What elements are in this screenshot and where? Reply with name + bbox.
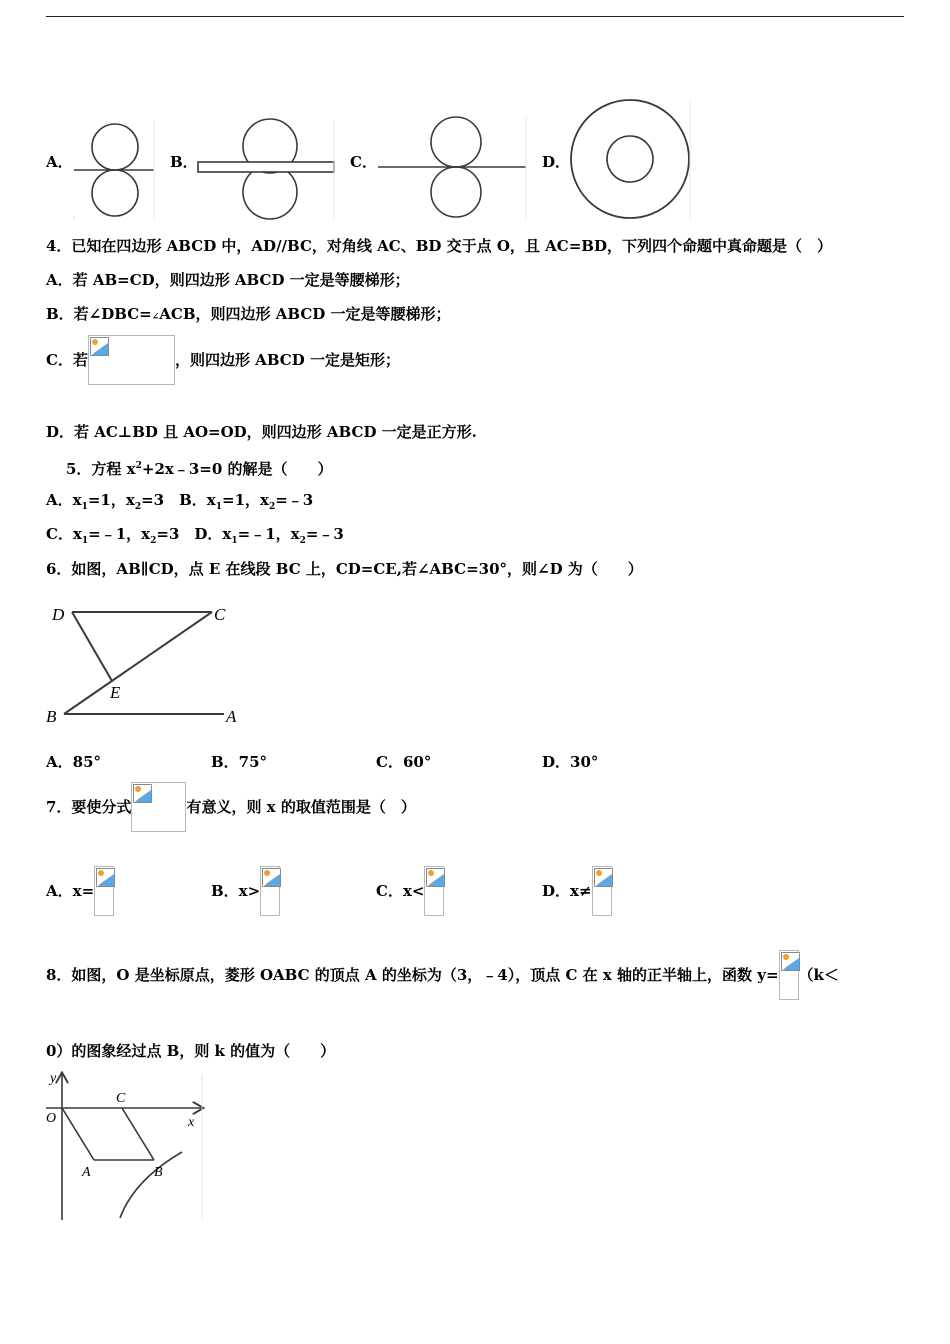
q3-option-b-label: B．	[170, 153, 198, 171]
label-x: x	[188, 1115, 195, 1130]
broken-image-icon	[424, 866, 444, 916]
q5-options-row2	[46, 524, 344, 551]
label-y: y	[50, 1071, 57, 1086]
broken-image-icon	[260, 866, 280, 916]
label-a: A	[226, 707, 237, 726]
q3-option-a-label: A．	[46, 153, 73, 171]
q5-stem	[66, 456, 333, 479]
q3-figure-d	[566, 96, 694, 222]
q3-figure-c	[376, 116, 528, 222]
q5-option-b-text: =1，x	[222, 491, 269, 509]
q7-option-a	[46, 866, 114, 916]
q5-stem-exponent: 2	[135, 461, 142, 471]
label-c: C	[214, 605, 226, 624]
q6-option-d: D．30°	[542, 753, 599, 771]
broken-image-icon	[94, 866, 114, 916]
q4-option-c-suffix: ，则四边形 ABCD 一定是矩形；	[174, 351, 400, 369]
q3-option-d-label: D．	[542, 153, 571, 171]
q6-option-b: B．75°	[211, 753, 268, 771]
subscript: 2	[299, 536, 306, 546]
q7-option-d	[542, 866, 612, 916]
broken-image-icon	[592, 866, 612, 916]
q3-figure-a	[72, 118, 158, 222]
q5-option-d: D．x	[194, 525, 232, 543]
broken-image-icon	[779, 950, 799, 1000]
label-b: B	[46, 707, 57, 726]
q7-option-c-label: C．x<	[376, 882, 425, 900]
q8-figure	[42, 1068, 206, 1222]
q4-option-c	[46, 335, 400, 385]
q4-option-c-prefix: C．若	[46, 351, 88, 369]
q4-stem: 4．已知在四边形 ABCD 中，AD//BC，对角线 AC、BD 交于点 O，且 AC=BD，下列四个命题中真命题是（ ）	[46, 237, 832, 255]
q5-option-a-text: =3	[141, 491, 165, 509]
q7-option-b	[211, 866, 280, 916]
q4-option-b-prefix: B．若∠DBC=	[46, 305, 152, 323]
q5-stem-part1: 5．方程 x	[66, 460, 136, 478]
subscript: 2	[134, 502, 142, 512]
q6-option-c: C．60°	[376, 753, 432, 771]
q5-option-b: B．x	[179, 491, 216, 509]
q5-option-c-text: =﹣1，x	[88, 525, 151, 543]
q5-option-d-text: =﹣1，x	[237, 525, 300, 543]
q4-option-a: A．若 AB=CD，则四边形 ABCD 一定是等腰梯形；	[46, 271, 410, 289]
q7-stem-prefix: 7．要使分式	[46, 798, 132, 816]
q5-option-c-text: =3	[156, 525, 180, 543]
q7-option-c	[376, 866, 444, 916]
angle-symbol-small: ∠	[151, 312, 160, 322]
q8-stem-line2: 0）的图象经过点 B，则 k 的值为（ ）	[46, 1042, 336, 1060]
q5-option-c: C．x	[46, 525, 82, 543]
q4-option-b	[46, 304, 451, 327]
subscript: 2	[150, 536, 157, 546]
label-d: D	[52, 605, 65, 624]
q7-option-d-label: D．x≠	[542, 882, 592, 900]
label-o: O	[46, 1111, 57, 1126]
subscript: 1	[215, 502, 222, 512]
label-c: C	[116, 1091, 126, 1106]
q7-option-a-label: A．x=	[46, 882, 95, 900]
q7-stem	[46, 782, 416, 832]
label-e: E	[110, 683, 121, 702]
q5-options-row1	[46, 490, 313, 517]
subscript: 2	[268, 502, 276, 512]
q8-stem	[46, 950, 839, 1000]
q5-option-d-text: =﹣3	[305, 525, 344, 543]
label-b: B	[154, 1165, 163, 1180]
subscript: 1	[81, 502, 88, 512]
q3-option-c-label: C．	[350, 153, 377, 171]
q5-stem-part2: +2x﹣3=0 的解是（ ）	[141, 460, 333, 478]
q8-stem-text: 8．如图，O 是坐标原点，菱形 OABC 的顶点 A 的坐标为（3，﹣4），顶点 C 在 x 轴的正半轴上，函数 y=	[46, 966, 779, 984]
q5-option-a-text: =1，x	[87, 491, 135, 509]
q7-stem-suffix: 有意义，则 x 的取值范围是（ ）	[186, 798, 416, 816]
q4-option-b-suffix: ACB，则四边形 ABCD 一定是等腰梯形；	[159, 305, 451, 323]
q6-figure	[44, 598, 244, 730]
q6-stem: 6．如图，AB∥CD，点 E 在线段 BC 上，CD=CE,若∠ABC=30°，则∠D 为（ ）	[46, 560, 643, 578]
q3-figure-b	[194, 118, 338, 222]
subscript: 1	[231, 536, 238, 546]
label-a: A	[82, 1165, 91, 1180]
q8-stem-tail: （k＜	[798, 966, 839, 984]
broken-image-icon	[131, 782, 186, 832]
q4-option-d: D．若 AC⊥BD 且 AO=OD，则四边形 ABCD 一定是正方形.	[46, 423, 477, 441]
header-rule	[46, 16, 904, 17]
q7-option-b-label: B．x>	[211, 882, 261, 900]
q5-option-a: A．x	[46, 491, 82, 509]
broken-image-icon	[88, 335, 175, 385]
q5-option-b-text: =﹣3	[275, 491, 314, 509]
subscript: 1	[81, 536, 89, 546]
q6-option-a: A．85°	[46, 753, 102, 771]
